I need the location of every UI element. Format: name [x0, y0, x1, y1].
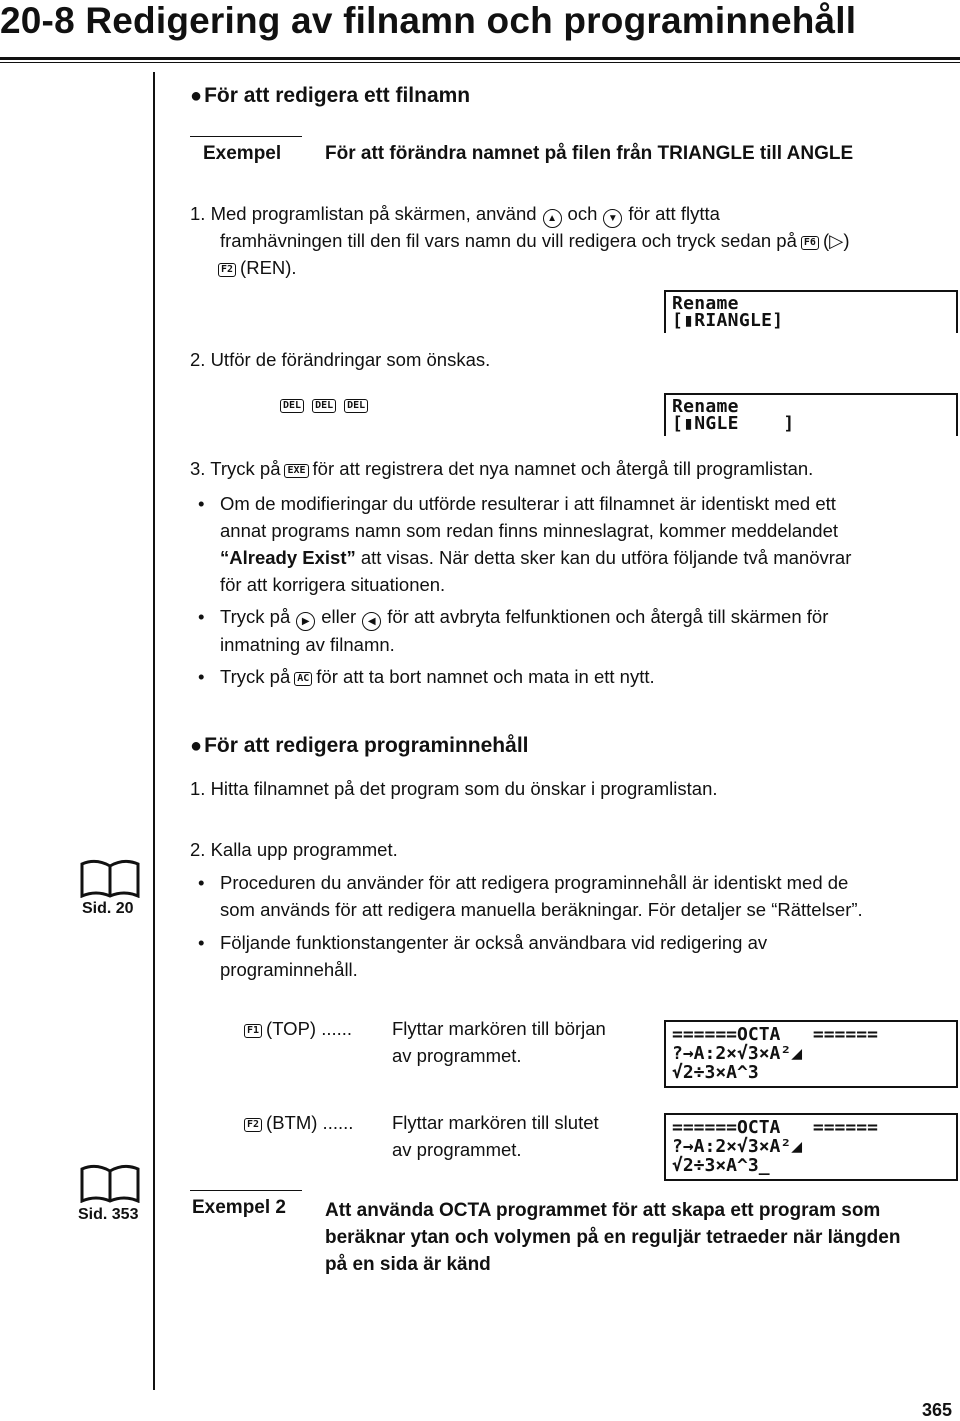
bullet-icon: •	[198, 606, 205, 627]
example2-label: Exempel 2	[192, 1197, 286, 1218]
del-key-icon: DEL	[280, 399, 304, 413]
f2-key-icon: F2	[218, 263, 236, 277]
bullet-cursor-keys: • Tryck på ▶ eller ◀ för att avbryta felfunktionen och återgå till skärmen för inmatning av filnamn.	[198, 603, 828, 658]
f1-key-icon: F1	[244, 1024, 262, 1038]
example2-text: Att använda OCTA programmet för att skapa ett program som beräknar ytan och volymen på en reguljär tetraeder när längden på en sida är känd	[325, 1200, 901, 1275]
step2: 2. Utför de förändringar som önskas.	[190, 349, 491, 370]
f2-description: Flyttar markören till slutet av programmet.	[392, 1112, 599, 1160]
heading-text: För att redigera programinnehåll	[204, 734, 529, 757]
step1-line1: 1. Med programlistan på skärmen, använd ▲ och ▼ för att flytta	[190, 200, 720, 228]
book-icon	[80, 858, 140, 903]
calculator-screen-octa-top: ======OCTA ====== ?→A:2×√3×A²◢ √2÷3×A^3	[664, 1020, 958, 1088]
bullet-icon: •	[198, 932, 205, 953]
example-rule	[190, 136, 302, 137]
title-rule	[0, 57, 960, 60]
cursor-up-key-icon: ▲	[543, 209, 562, 228]
heading-text: För att redigera ett filnamn	[204, 84, 471, 107]
example-text: För att förändra namnet på filen från TRIANGLE till ANGLE	[325, 143, 854, 164]
page-reference-sid-353: Sid. 353	[78, 1206, 139, 1223]
s2-bullet-function-keys: • Följande funktionstangenter är också användbara vid redigering av programinnehåll.	[198, 929, 767, 983]
cursor-left-key-icon: ◀	[362, 612, 381, 631]
calculator-screen-octa-btm: ======OCTA ====== ?→A:2×√3×A²◢ √2÷3×A^3_	[664, 1113, 958, 1181]
bullet-icon: •	[198, 872, 205, 893]
f1-description: Flyttar markören till början av programmet.	[392, 1018, 606, 1066]
calculator-screen-rename-2: Rename [▮NGLE ]	[664, 393, 958, 436]
s2-step1: 1. Hitta filnamnet på det program som du önskar i programlistan.	[190, 778, 718, 799]
f6-key-icon: F6	[801, 236, 819, 250]
bullet-already-exist: • Om de modifieringar du utförde resulterar i att filnamnet är identiskt med ett annat programs namn som redan finns minneslagrat, kommer meddelandet “Already Exist” att visas. När detta sker kan du utföra följande två manövrar för att korrigera situationen.	[198, 490, 851, 598]
f2-key-icon: F2	[244, 1118, 262, 1132]
calculator-screen-rename-1: Rename [▮RIANGLE]	[664, 290, 958, 333]
bullet-icon: •	[198, 666, 205, 687]
step3: 3. Tryck på EXE för att registrera det nya namnet och återgå till programlistan.	[190, 458, 814, 479]
example2-rule	[190, 1190, 302, 1191]
f2-btm-row: F2 (BTM) ......	[244, 1109, 353, 1136]
step1-line3: F2 (REN).	[218, 254, 297, 281]
bullet-icon: ●	[190, 85, 203, 107]
del-key-icon: DEL	[344, 399, 368, 413]
page-title: 20-8 Redigering av filnamn och programinnehåll	[0, 0, 857, 41]
section-heading-program	[190, 734, 529, 758]
cursor-down-key-icon: ▼	[603, 209, 622, 228]
page-number: 365	[922, 1400, 953, 1420]
example-label: Exempel	[203, 143, 282, 164]
s2-bullet-procedure: • Proceduren du använder för att redigera programinnehåll är identiskt med de som används för att redigera manuella beräkningar. För detaljer se “Rättelser”.	[198, 869, 863, 923]
s2-step2: 2. Kalla upp programmet.	[190, 839, 398, 860]
book-icon	[80, 1163, 140, 1208]
ac-key-icon: AC	[294, 672, 312, 686]
page-reference-sid-20: Sid. 20	[82, 900, 134, 917]
del-key-icon: DEL	[312, 399, 336, 413]
margin-divider	[153, 72, 155, 1390]
cursor-right-key-icon: ▶	[296, 612, 315, 631]
del-keys	[280, 390, 372, 417]
bullet-icon: •	[198, 493, 205, 514]
title-rule-thin	[0, 62, 960, 63]
section-heading-filename	[190, 84, 470, 108]
bullet-ac-key: • Tryck på AC för att ta bort namnet och mata in ett nytt.	[198, 663, 655, 690]
exe-key-icon: EXE	[284, 464, 308, 478]
step1-line2: framhävningen till den fil vars namn du vill redigera och tryck sedan på F6 (▷)	[220, 230, 850, 251]
bullet-icon: ●	[190, 735, 203, 757]
f1-top-row: F1 (TOP) ......	[244, 1015, 352, 1042]
